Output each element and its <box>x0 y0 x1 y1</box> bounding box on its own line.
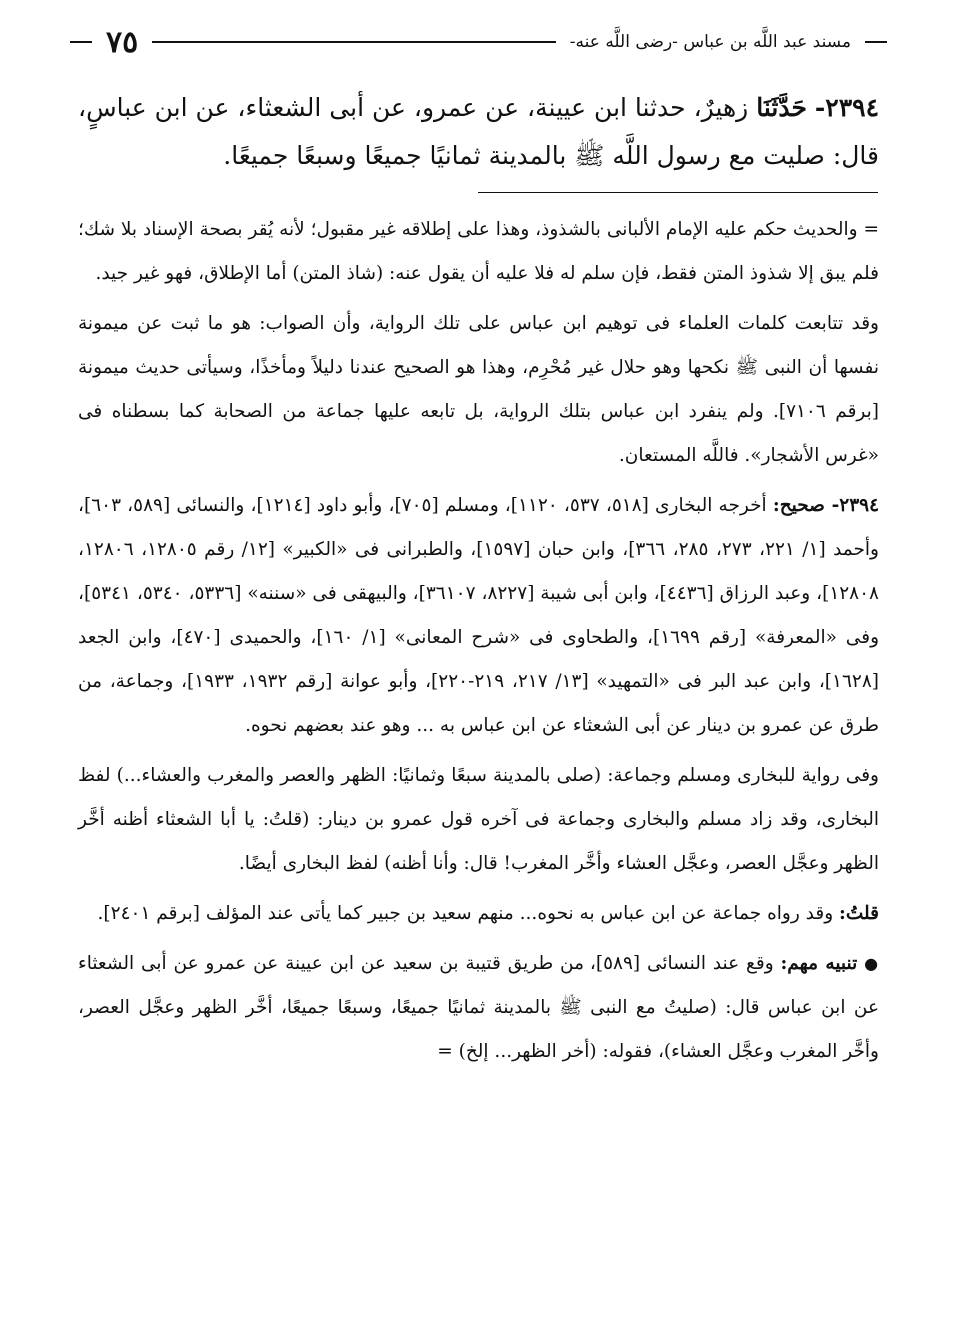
running-title: مسند عبد اللَّه بن عباس -رضى اللَّه عنه- <box>569 32 851 52</box>
hadith-haddathana: حَدَّثَنَا <box>756 93 807 122</box>
note-paragraph-6 <box>78 942 879 1074</box>
bullet-icon: ● <box>864 954 879 973</box>
hadith-text <box>78 84 879 180</box>
footnote-separator <box>478 192 878 193</box>
page-header <box>70 22 887 62</box>
tanbih-label: تنبيه مهم: <box>780 953 858 974</box>
qultu-body: وقد رواه جماعة عن ابن عباس به نحوه... منهم سعيد بن جبير كما يأتى عند المؤلف [برقم ٢٤٠١]. <box>97 903 834 924</box>
hadith-number: ٢٣٩٤- <box>814 93 879 122</box>
note-paragraph-takhrij <box>78 484 879 748</box>
footnotes <box>78 208 879 1080</box>
header-dash-end <box>70 41 92 43</box>
hadith-body: زهيرٌ، حدثنا ابن عيينة، عن عمرو، عن أبى الشعثاء، عن ابن عباسٍ، قال: صليت مع رسول اللَّه ﷺ بالمدينة ثمانيًا جميعًا وسبعًا جميعًا. <box>78 93 879 170</box>
note-paragraph-5 <box>78 892 879 936</box>
header-rule <box>152 41 556 43</box>
note-paragraph-4: وفى رواية للبخارى ومسلم وجماعة: (صلى بالمدينة سبعًا وثمانيًا: الظهر والعصر والمغرب والعشاء...) لفظ البخارى، وقد زاد مسلم والبخارى وجماعة فى آخره قول عمرو بن دينار: (قلتُ: يا أبا الشعثاء أظنه أخَّر الظهر وعجَّل العصر، وعجَّل العشاء وأخَّر المغرب! قال: وأنا أظنه) لفظ البخارى أيضًا. <box>78 765 879 874</box>
qultu-label: قلتُ: <box>839 903 879 924</box>
takhrij-body: أخرجه البخارى [٥١٨، ٥٣٧، ١١٢٠]، ومسلم [٧٠٥]، وأبو داود [١٢١٤]، والنسائى [٥٨٩، ٦٠٣]، وأحمد [١/ ٢٢١، ٢٧٣، ٢٨٥، ٣٦٦]، وابن حبان [١٥٩٧]، والطبرانى فى «الكبير» [١٢/ رقم ١٢٨٠٥، ١٢٨٠٦، ١٢٨٠٨]، وعبد الرزاق [٤٤٣٦]، وابن أبى شيبة [٨٢٢٧، ٣٦١٠٧]، والبيهقى فى «سننه» [٥٣٣٦، ٥٣٤٠، ٥٣٤١]، وفى «المعرفة» [رقم ١٦٩٩]، والطحاوى فى «شرح المعانى» [١/ ١٦٠]، والحميدى [٤٧٠]، وابن الجعد [١٦٢٨]، وابن عبد البر فى «التمهيد» [١٣/ ٢١٧، ٢١٩-٢٢٠]، وأبو عوانة [رقم ١٩٣٢، ١٩٣٣]، وجماعة، من طرق عن عمرو بن دينار عن أبى الشعثاء عن ابن عباس به ... وهو عند بعضهم نحوه. <box>78 495 880 736</box>
header-dash <box>865 41 887 43</box>
tanbih-body: وقع عند النسائى [٥٨٩]، من طريق قتيبة بن سعيد عن ابن عيينة عن عمرو عن أبى الشعثاء عن ابن عباس قال: (صليتُ مع النبى ﷺ بالمدينة ثمانيًا جميعًا، وسبعًا جميعًا، أخَّر الظهر وعجَّل العصر، وأخَّر المغرب وعجَّل العشاء)، فقوله: (أخر الظهر... إلخ) = <box>78 953 879 1062</box>
page-number: ٧٥ <box>106 24 139 60</box>
note-paragraph-2: وقد تتابعت كلمات العلماء فى توهيم ابن عباس على تلك الرواية، وأن الصواب: هو ما ثبت عن ميمونة نفسها أن النبى ﷺ نكحها وهو حلال غير مُحْرِم، وهذا هو الصحيح عندنا دليلاً ومأخذًا، وسيأتى حديث ميمونة [برقم ٧١٠٦]. ولم ينفرد ابن عباس بتلك الرواية، بل تابعه عليها جماعة من الصحابة كما بسطناه فى «غرس الأشجار». فاللَّه المستعان. <box>78 313 879 466</box>
takhrij-label: ٢٣٩٤- صحيح: <box>772 495 880 516</box>
note-paragraph-1: = والحديث حكم عليه الإمام الألبانى بالشذوذ، وهذا على إطلاقه غير مقبول؛ لأنه يُقر بصحة الإسناد بلا شك؛ فلم يبق إلا شذوذ المتن فقط، فإن سلم له فلا عليه أن يقول عنه: (شاذ المتن) أما الإطلاق، فهو غير جيد. <box>78 219 879 284</box>
